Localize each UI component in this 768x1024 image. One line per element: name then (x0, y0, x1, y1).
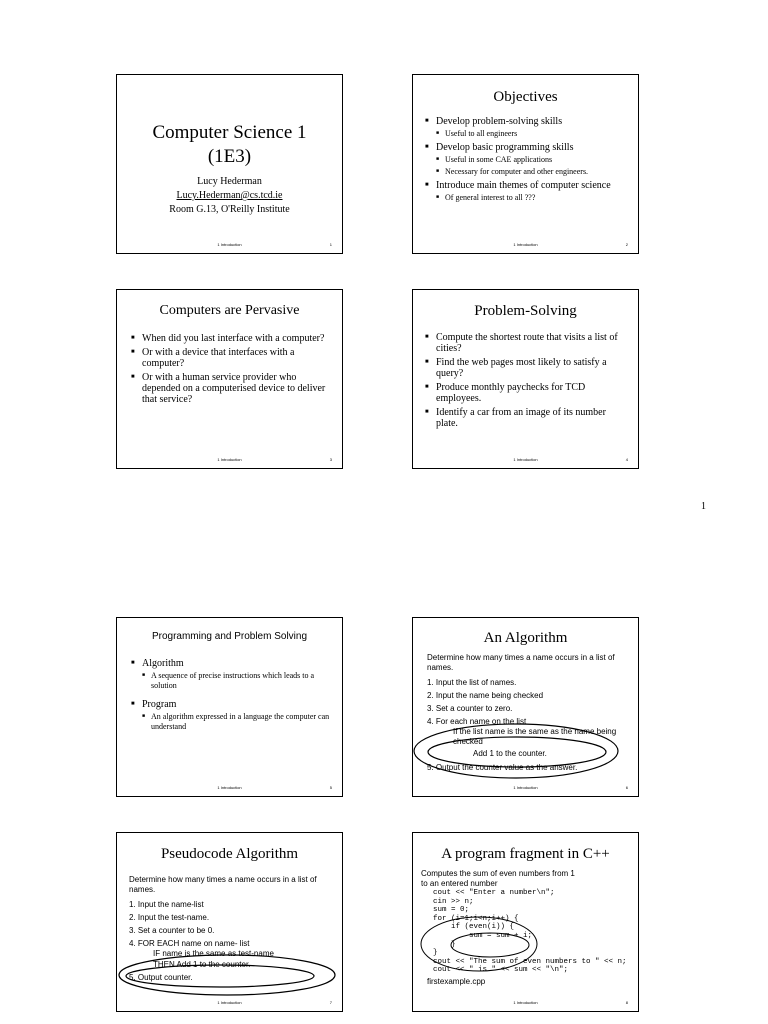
slide-footer: 1 Introduction 6 (513, 785, 628, 790)
code-line: cout << "Enter a number\n"; (433, 889, 555, 897)
bullet: ■ Find the web pages most likely to satisfy a query? (425, 357, 630, 379)
slide-footer: 1 Introduction 1 (217, 242, 332, 247)
slide-1-title: Computer Science 1 (1E3) (152, 122, 307, 167)
sub-step: If the list name is the same as the name being checked (453, 727, 617, 746)
slide-6-title: An Algorithm (483, 630, 568, 646)
slide-7 (116, 832, 343, 1012)
code-line: cin >> n; (433, 897, 474, 906)
slide-8 (412, 832, 639, 1012)
code-line: cout << "The sum of even numbers to " << n; (433, 957, 627, 966)
slide-footer: 1 Introduction 4 (513, 457, 628, 462)
step: 5. Output counter. (129, 973, 193, 982)
file-name: firstexample.cpp (427, 976, 486, 986)
sub-bullet: ■ A sequence of precise instructions which leads to a solution (142, 671, 334, 691)
step: 2. Input the name being checked (427, 691, 544, 700)
sub-bullet: ■ Of general interest to all ??? (436, 193, 630, 203)
slide-7-title: Pseudocode Algorithm (160, 846, 299, 862)
sub-bullet: ■ Useful to all engineers (436, 129, 630, 139)
step: 4. For each name on the list (427, 717, 527, 726)
code-line: } (433, 940, 456, 949)
bullet: ■ Program ■ An algorithm expressed in a language the computer can understand (131, 699, 334, 732)
slide-4-title: Problem-Solving (474, 303, 577, 319)
slide-7-intro: Determine how many times a name occurs in a list of names. (129, 875, 317, 894)
bullet: ■ Introduce main themes of computer science ■ Of general interest to all ??? (425, 180, 630, 203)
slide-3 (116, 289, 343, 469)
step: 3. Set a counter to be 0. (129, 926, 215, 935)
slide-4 (412, 289, 639, 469)
code-line: sum = 0; (433, 906, 470, 915)
code-block (433, 889, 638, 975)
code-line: for (i=1;i<n;i++) { (433, 914, 519, 923)
slide-footer: 1 Introduction 5 (217, 785, 332, 790)
sub-bullet: ■ Useful in some CAE applications (436, 155, 630, 165)
step: 2. Input the test-name. (129, 913, 210, 922)
slide-1 (116, 74, 343, 254)
step: 4. FOR EACH name on name- list (129, 939, 250, 948)
slide-6-intro: Determine how many times a name occurs in a list of names. (427, 653, 615, 672)
bullet: ■ Or with a human service provider who depended on a computerised device to deliver that service? (131, 372, 332, 405)
sub-step: THEN Add 1 to the counter. (153, 960, 251, 969)
sub-step: IF name is the same as test-name (153, 949, 274, 958)
bullet: ■ When did you last interface with a computer? (131, 333, 332, 344)
slide-3-title: Computers are Pervasive (159, 303, 300, 318)
sub-bullet: ■ An algorithm expressed in a language the computer can understand (142, 712, 334, 732)
code-line: cout << " is " << sum << "\n"; (433, 966, 569, 975)
slide-8-title: A program fragment in C++ (441, 846, 610, 862)
slide-2-title: Objectives (493, 89, 558, 105)
slide-6 (412, 617, 639, 797)
slide-2 (412, 74, 639, 254)
email-link[interactable]: Lucy.Hederman@cs.tcd.ie (176, 190, 283, 201)
slide-5-title: Programming and Problem Solving (151, 631, 308, 642)
slide-footer: 1 Introduction 7 (217, 1000, 332, 1005)
bullet: ■ Compute the shortest route that visits a list of cities? (425, 332, 630, 354)
step: 1. Input the name-list (129, 900, 204, 909)
bullet: ■ Or with a device that interfaces with a computer? (131, 347, 332, 369)
code-line: sum = sum + i; (433, 931, 533, 940)
step: 1. Input the list of names. (427, 678, 517, 687)
author: Lucy Hederman (197, 176, 262, 187)
step: 5. Output the counter value as the answer. (427, 763, 578, 772)
code-line: } (433, 949, 438, 958)
slide-footer: 1 Introduction 2 (513, 242, 628, 247)
room: Room G.13, O'Reilly Institute (169, 204, 290, 215)
bullet: ■ Develop basic programming skills ■ Useful in some CAE applications ■ Necessary for computer and other engineers. (425, 142, 630, 177)
sub-bullet: ■ Necessary for computer and other engineers. (436, 167, 630, 177)
page-number: 1 (701, 501, 706, 512)
slide-5 (116, 617, 343, 797)
bullet: ■ Produce monthly paychecks for TCD employees. (425, 382, 630, 404)
slide-footer: 1 Introduction 3 (217, 457, 332, 462)
sub-step: Add 1 to the counter. (473, 749, 547, 758)
step: 3. Set a counter to zero. (427, 704, 513, 713)
bullet: ■ Algorithm ■ A sequence of precise instructions which leads to a solution (131, 658, 334, 691)
bullet: ■ Identify a car from an image of its number plate. (425, 407, 630, 429)
slide-footer: 1 Introduction 8 (513, 1000, 628, 1005)
bullet: ■ Develop problem-solving skills ■ Useful to all engineers (425, 116, 630, 139)
code-line: if (even(i)) { (433, 923, 515, 932)
slide-8-intro: Computes the sum of even numbers from 1 to an entered number (421, 869, 575, 888)
